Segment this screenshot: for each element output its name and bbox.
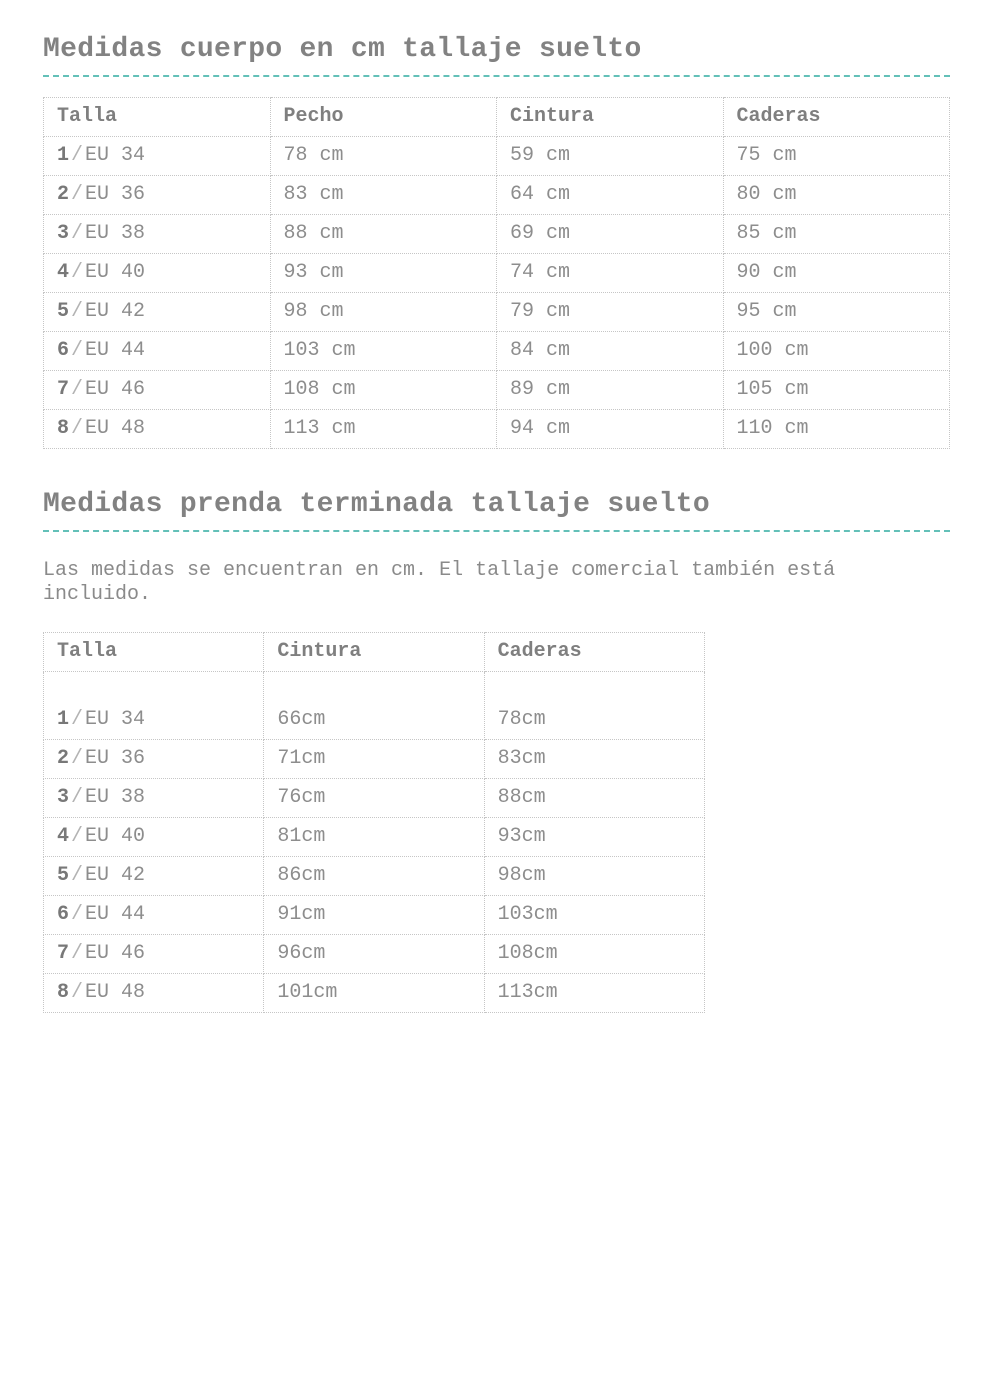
pecho-cell: 78 cm [270, 137, 497, 176]
dashed-divider [43, 75, 950, 77]
table-row [44, 137, 950, 176]
talla-cell [44, 254, 271, 293]
size-number: 8 [57, 981, 70, 1004]
cintura-cell: 81cm [264, 818, 484, 857]
table-row [44, 176, 950, 215]
talla-cell [44, 896, 264, 935]
talla-cell [44, 740, 264, 779]
caderas-cell: 98cm [484, 857, 704, 896]
size-number: 6 [57, 339, 70, 362]
table-header [44, 98, 950, 137]
table-row [44, 410, 950, 449]
size-separator: / [71, 378, 84, 401]
table-row [44, 857, 705, 896]
cintura-cell: 86cm [264, 857, 484, 896]
talla-cell [44, 293, 271, 332]
caderas-cell: 103cm [484, 896, 704, 935]
cintura-cell: 69 cm [497, 215, 724, 254]
size-number: 1 [57, 144, 70, 167]
pecho-cell: 113 cm [270, 410, 497, 449]
garment-measurements-table [43, 632, 705, 1013]
cintura-cell: 84 cm [497, 332, 724, 371]
talla-cell [44, 215, 271, 254]
table-row [44, 371, 950, 410]
size-separator: / [71, 144, 84, 167]
column-header-talla: Talla [44, 633, 264, 672]
pecho-cell: 108 cm [270, 371, 497, 410]
size-separator: / [71, 183, 84, 206]
size-number: 3 [57, 222, 70, 245]
column-header-cintura: Cintura [264, 633, 484, 672]
caderas-cell: 95 cm [723, 293, 950, 332]
pecho-cell: 88 cm [270, 215, 497, 254]
eu-size: EU 48 [85, 981, 146, 1004]
column-header-caderas: Caderas [484, 633, 704, 672]
size-separator: / [71, 708, 84, 731]
section-title-garment: Medidas prenda terminada tallaje suelto [43, 489, 711, 520]
caderas-cell: 83cm [484, 740, 704, 779]
eu-size: EU 44 [85, 339, 146, 362]
cintura-cell: 94 cm [497, 410, 724, 449]
table-row [44, 896, 705, 935]
cintura-cell: 71cm [264, 740, 484, 779]
cintura-cell: 66cm [264, 672, 484, 740]
cintura-cell: 76cm [264, 779, 484, 818]
size-separator: / [71, 864, 84, 887]
size-separator: / [71, 222, 84, 245]
size-number: 2 [57, 183, 70, 206]
talla-cell [44, 818, 264, 857]
eu-size: EU 34 [85, 144, 146, 167]
table-row [44, 935, 705, 974]
table-row [44, 254, 950, 293]
size-number: 1 [57, 708, 70, 731]
eu-size: EU 42 [85, 864, 146, 887]
size-number: 2 [57, 747, 70, 770]
size-separator: / [71, 786, 84, 809]
column-header-talla: Talla [44, 98, 271, 137]
caderas-cell: 88cm [484, 779, 704, 818]
size-separator: / [71, 942, 84, 965]
table-row [44, 332, 950, 371]
size-separator: / [71, 981, 84, 1004]
table-row [44, 740, 705, 779]
caderas-cell: 100 cm [723, 332, 950, 371]
caderas-cell: 105 cm [723, 371, 950, 410]
size-separator: / [71, 417, 84, 440]
section-title-body: Medidas cuerpo en cm tallaje suelto [43, 34, 642, 65]
size-number: 6 [57, 903, 70, 926]
column-header-pecho: Pecho [270, 98, 497, 137]
size-number: 7 [57, 942, 70, 965]
talla-cell [44, 974, 264, 1013]
cintura-cell: 101cm [264, 974, 484, 1013]
eu-size: EU 38 [85, 222, 146, 245]
eu-size: EU 36 [85, 747, 146, 770]
table-body [44, 672, 705, 1013]
table-row [44, 818, 705, 857]
caderas-cell: 78cm [484, 672, 704, 740]
eu-size: EU 36 [85, 183, 146, 206]
size-separator: / [71, 903, 84, 926]
size-number: 8 [57, 417, 70, 440]
caderas-cell: 80 cm [723, 176, 950, 215]
table-row [44, 974, 705, 1013]
talla-cell [44, 410, 271, 449]
table-row [44, 672, 705, 740]
caderas-cell: 93cm [484, 818, 704, 857]
size-separator: / [71, 825, 84, 848]
caderas-cell: 75 cm [723, 137, 950, 176]
talla-cell [44, 371, 271, 410]
dashed-divider [43, 530, 950, 532]
size-number: 4 [57, 261, 70, 284]
size-separator: / [71, 300, 84, 323]
cintura-cell: 74 cm [497, 254, 724, 293]
header-row [44, 633, 705, 672]
talla-cell [44, 672, 264, 740]
table-row [44, 779, 705, 818]
header-row [44, 98, 950, 137]
talla-cell [44, 332, 271, 371]
table-row [44, 293, 950, 332]
table-row [44, 215, 950, 254]
caderas-cell: 85 cm [723, 215, 950, 254]
cintura-cell: 89 cm [497, 371, 724, 410]
talla-cell [44, 779, 264, 818]
eu-size: EU 34 [85, 708, 146, 731]
eu-size: EU 40 [85, 261, 146, 284]
talla-cell [44, 137, 271, 176]
pecho-cell: 93 cm [270, 254, 497, 293]
cintura-cell: 79 cm [497, 293, 724, 332]
cintura-cell: 64 cm [497, 176, 724, 215]
cintura-cell: 91cm [264, 896, 484, 935]
size-separator: / [71, 747, 84, 770]
size-number: 4 [57, 825, 70, 848]
size-number: 3 [57, 786, 70, 809]
pecho-cell: 98 cm [270, 293, 497, 332]
size-number: 7 [57, 378, 70, 401]
pecho-cell: 83 cm [270, 176, 497, 215]
eu-size: EU 40 [85, 825, 146, 848]
eu-size: EU 44 [85, 903, 146, 926]
column-header-caderas: Caderas [723, 98, 950, 137]
column-header-cintura: Cintura [497, 98, 724, 137]
table-header [44, 633, 705, 672]
caderas-cell: 113cm [484, 974, 704, 1013]
section-body-measurements [43, 34, 950, 449]
eu-size: EU 46 [85, 942, 146, 965]
section-garment-measurements [43, 489, 950, 1013]
size-number: 5 [57, 300, 70, 323]
eu-size: EU 46 [85, 378, 146, 401]
caderas-cell: 108cm [484, 935, 704, 974]
eu-size: EU 38 [85, 786, 146, 809]
caderas-cell: 90 cm [723, 254, 950, 293]
talla-cell [44, 857, 264, 896]
eu-size: EU 48 [85, 417, 146, 440]
caderas-cell: 110 cm [723, 410, 950, 449]
body-measurements-table [43, 97, 950, 449]
note-paragraph: Las medidas se encuentran en cm. El tallaje comercial también está incluido. [43, 559, 836, 606]
cintura-cell: 59 cm [497, 137, 724, 176]
talla-cell [44, 176, 271, 215]
table-body [44, 137, 950, 449]
size-number: 5 [57, 864, 70, 887]
talla-cell [44, 935, 264, 974]
size-separator: / [71, 339, 84, 362]
cintura-cell: 96cm [264, 935, 484, 974]
pecho-cell: 103 cm [270, 332, 497, 371]
eu-size: EU 42 [85, 300, 146, 323]
size-separator: / [71, 261, 84, 284]
